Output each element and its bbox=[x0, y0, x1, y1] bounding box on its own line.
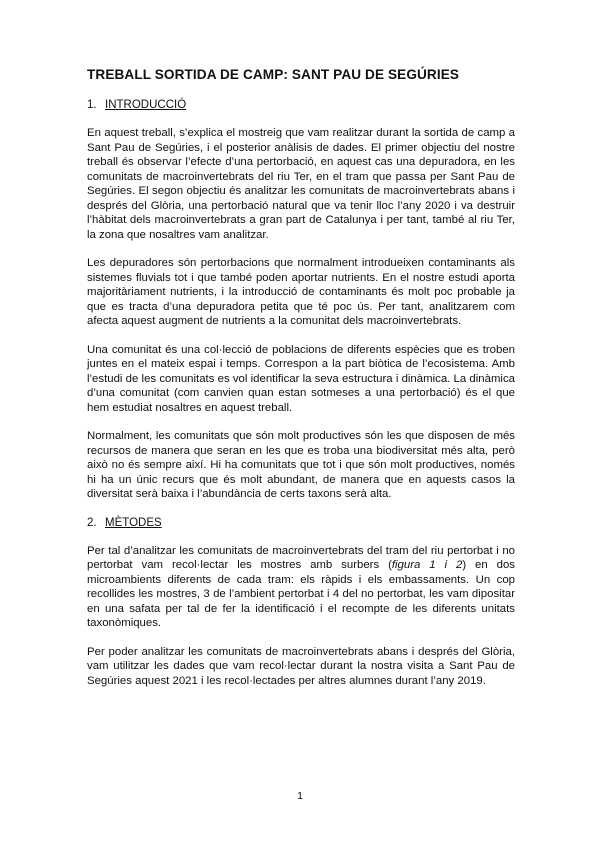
section-title: INTRODUCCIÓ bbox=[105, 99, 187, 111]
section-number: 1. bbox=[87, 99, 97, 111]
page-number: 1 bbox=[297, 790, 303, 802]
section-title: MÈTODES bbox=[105, 516, 162, 529]
intro-paragraph-2: Les depuradores són pertorbacions que normalment introdueixen contaminants als sistemes fluvials tot i que també poden aportar nutrients. En el nostre estudi aporta majoritàriament nutrients, i la introducció de contaminants és molt poc probable ja que es tracta d’una depuradora petita que té poc ús. Per tant, analitzarem com afecta aquest augment de nutrients a la comunitat dels macroinvertebrats. bbox=[87, 257, 515, 327]
section-heading-metodes bbox=[87, 516, 515, 531]
section-heading-introduccio bbox=[87, 98, 515, 113]
figure-reference: figura 1 i 2 bbox=[391, 559, 463, 571]
methods-paragraph-1 bbox=[87, 544, 515, 631]
intro-paragraph-4: Normalment, les comunitats que són molt productives són les que disposen de més recursos de manera que seran en les que es troba una biodiversitat més alta, però això no és sempre així. Hi ha comunitats que tot i que són molt productives, només hi ha un únic recurs que és molt abundant, de manera que en aquests casos la diversitat serà baixa i l’abundància de certs taxons serà alta. bbox=[87, 430, 515, 500]
intro-paragraph-1: En aquest treball, s’explica el mostreig que vam realitzar durant la sortida de camp a Sant Pau de Segúries, i el posterior anàlisis de dades. El primer objectiu del nostre treball és observar l’efecte d’una pertorbació, en aquest cas una depuradora, en les comunitats de macroinvertebrats del riu Ter, en el tram que passa per Sant Pau de Segúries. El segon objectiu és analitzar les comunitats de macroinvertebrats abans i després del Glòria, una pertorbació natural que va tenir lloc l’any 2020 i va destruir l’hàbitat dels macroinvertebrats a gran part de Catalunya i per tant, també al riu Ter, la zona que nosaltres vam analitzar. bbox=[87, 127, 515, 241]
intro-paragraph-3: Una comunitat és una col·lecció de poblacions de diferents espècies que es troben juntes en el mateix espai i temps. Correspon a la part biòtica de l’ecosistema. Amb l’estudi de les comunitats es vol identificar la seva estructura i dinàmica. La dinàmica d’una comunitat (com canvien quan estan sotmeses a una pertorbació) és el que hem estudiat nosaltres en aquest treball. bbox=[87, 343, 515, 414]
methods-paragraph-2: Per poder analitzar les comunitats de macroinvertebrats abans i després del Glòria, vam utilitzar les dades que vam recol·lectar durant la nostra visita a Sant Pau de Segúries aquest 2021 i les recol·lectades per altres alumnes durant l’any 2019. bbox=[87, 645, 515, 687]
methods-text-start: Per tal d’analitzar les comunitats de macroinvertebrats del tram del riu pertorbat i no pertorbat vam recol·lectar les mostres amb surbers ( bbox=[87, 544, 515, 571]
document-title: TREBALL SORTIDA DE CAMP: SANT PAU DE SEGÚRIES bbox=[87, 67, 460, 82]
page-content bbox=[87, 66, 515, 702]
methods-text-end: ) en dos microambients diferents de cada tram: els ràpids i els embassaments. Un cop recollides les mostres, 3 de l’ambient pertorbat i 4 del no pertorbat, les vam dipositar en una safata per tal de fer la identificació i el recompte de les diferents unitats taxonòmiques. bbox=[87, 559, 515, 629]
section-number: 2. bbox=[87, 516, 97, 529]
